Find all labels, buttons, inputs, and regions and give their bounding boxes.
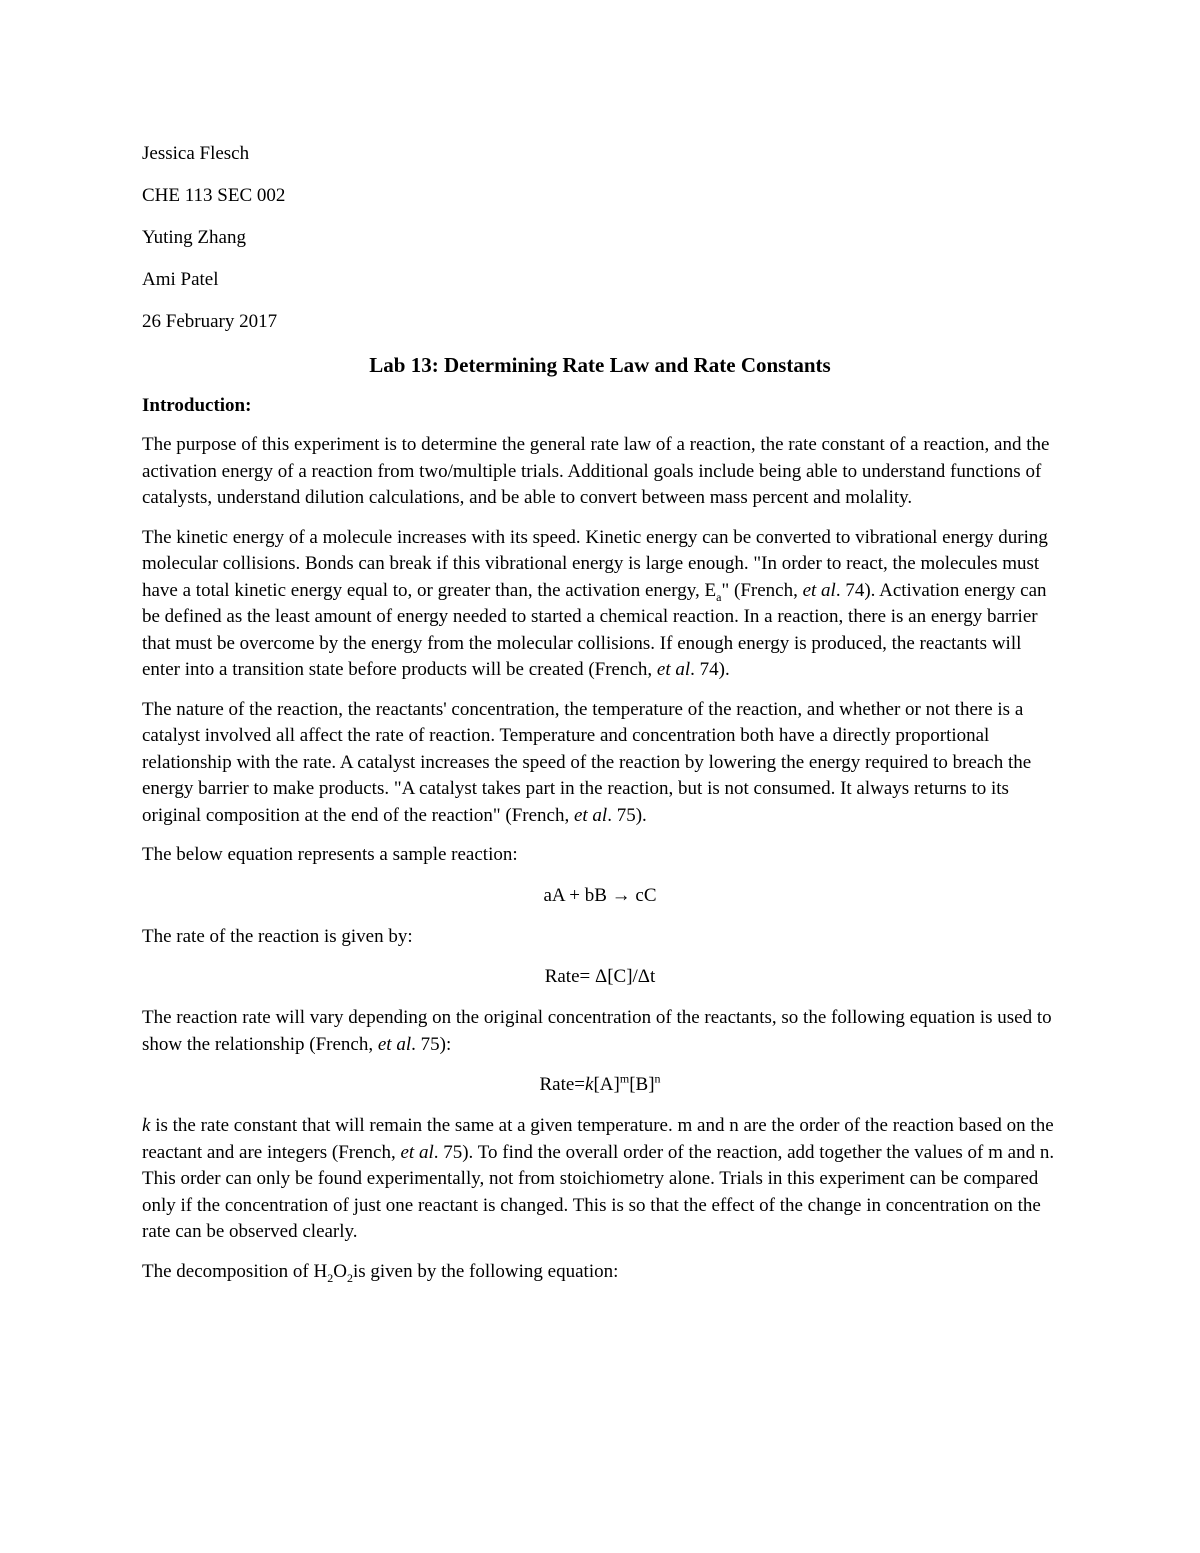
paragraph-sample-reaction: The below equation represents a sample reaction: (142, 844, 518, 865)
superscript: n (654, 1071, 661, 1086)
equation-rate: Rate= Δ[C]/Δt (544, 966, 656, 987)
text-run: The decomposition of H (142, 1260, 328, 1282)
italic-citation: et al (400, 1141, 434, 1163)
italic-citation: et al (656, 659, 691, 680)
paragraph-decomposition (142, 1259, 1058, 1286)
superscript: m (619, 1071, 630, 1086)
report-date: 26 February 2017 (142, 311, 278, 332)
text-run: is given by the following equation: (352, 1260, 619, 1282)
text-run: [A] (593, 1074, 620, 1095)
text-run: . 75): (411, 1033, 452, 1055)
text-run: O (333, 1260, 347, 1282)
partner-name: Yuting Zhang (142, 227, 246, 248)
subscript: 2 (327, 1270, 334, 1285)
author-name: Jessica Flesch (142, 143, 250, 164)
text-run: . 75). (607, 804, 647, 826)
equation-reaction: aA + bB → cC (543, 884, 657, 906)
document-body (142, 140, 1058, 1298)
text-run: " (French, (721, 579, 803, 601)
text-run: Rate= (539, 1074, 586, 1095)
subscript: 2 (346, 1270, 353, 1285)
paragraph-rate-intro: The rate of the reaction is given by: (142, 925, 413, 947)
paragraph-rate-constant (142, 1113, 1058, 1246)
equation-rate-law (142, 1071, 1058, 1099)
rate-constant-symbol: k (142, 1115, 151, 1136)
text-run: is the rate constant that will remain the same at a given temperature. m and n are the order of the reaction based on the reactant and are integers (French, (142, 1115, 1054, 1163)
text-run: . 75). To find the overall order of the reaction, add together the values of m and n. This order can only be found experimentally, not from stoichiometry alone. Trials in this experiment can be compared only if the concentration of just one reactant is changed. This is so that the effect of the change in concentration on the rate can be observed clearly. (142, 1141, 1055, 1242)
rate-constant-symbol: k (585, 1074, 594, 1095)
text-run: The nature of the reaction, the reactants' concentration, the temperature of the reaction, and whether or not there is a catalyst involved all affect the rate of reaction. Temperature and concentration both have a directly proportional relationship with the rate. A catalyst increases the speed of the reaction by lowering the energy required to breach the energy barrier to make products. "A catalyst takes part in the reaction, but is not consumed. It always returns to its original composition at the end of the reaction" (French, (142, 698, 1032, 826)
course-code: CHE 113 SEC 002 (142, 185, 286, 206)
italic-citation: et al (573, 804, 608, 826)
paragraph-rate-factors (142, 697, 1058, 830)
text-run: [B] (629, 1074, 655, 1095)
text-run: The kinetic energy of a molecule increases with its speed. Kinetic energy can be converted to vibrational energy during molecular collisions. Bonds can break if this vibrational energy is large enough. "In order to react, the molecules must have a total kinetic energy equal to, or greater than, the activation energy, E (142, 526, 1048, 601)
partner-name: Ami Patel (142, 269, 219, 290)
paragraph-purpose: The purpose of this experiment is to determine the general rate law of a reaction, the rate constant of a reaction, and the activation energy of a reaction from two/multiple trials. Additional goals include being able to understand functions of catalysts, understand dilution calculations, and be able to convert between mass percent and molality. (142, 434, 1050, 508)
paragraph-kinetic-energy (142, 525, 1058, 684)
text-run: The reaction rate will vary depending on the original concentration of the reactants, so the following equation is used to show the relationship (French, (142, 1007, 1052, 1055)
paragraph-rate-law-intro (142, 1005, 1058, 1058)
text-run: . 74). (690, 659, 730, 680)
text-run: . 74). Activation energy can be defined as the least amount of energy needed to started a chemical reaction. In a reaction, there is an energy barrier that must be overcome by the energy from the molecular collisions. If enough energy is produced, the reactants will enter into a transition state before products will be created (French, (142, 579, 1047, 680)
document-title: Lab 13: Determining Rate Law and Rate Constants (369, 353, 831, 377)
section-heading: Introduction: (142, 395, 252, 416)
subscript: a (716, 589, 722, 604)
italic-citation: et al (377, 1033, 412, 1055)
italic-citation: et al (802, 579, 836, 601)
